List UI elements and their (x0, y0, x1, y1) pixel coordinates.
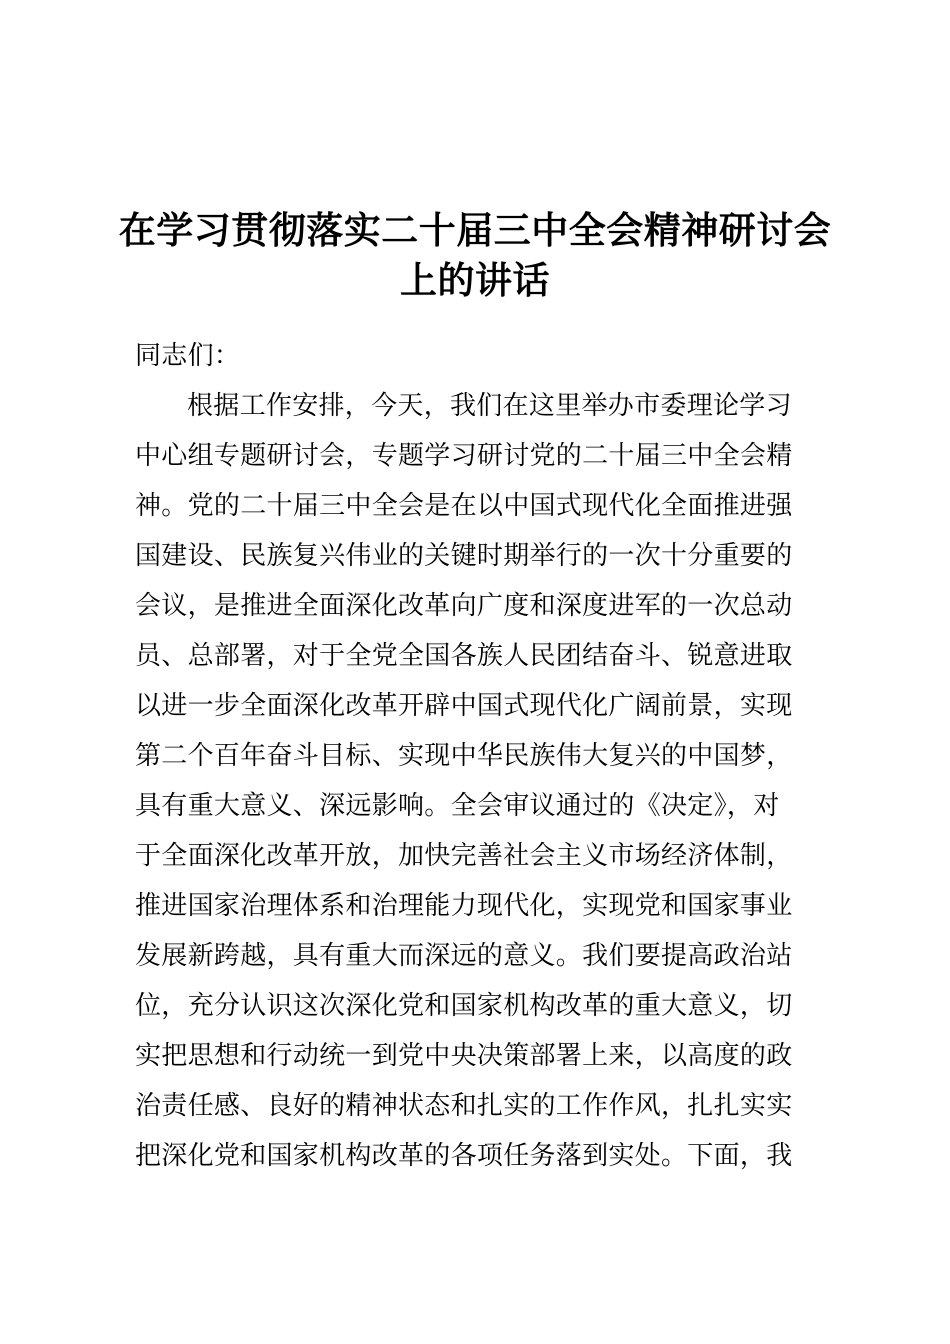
paragraph-line: 员、总部署，对于全党全国各族人民团结奋斗、锐意进取 (135, 641, 793, 671)
paragraph-line: 神。党的二十届三中全会是在以中国式现代化全面推进强 (135, 491, 793, 521)
paragraph-line: 于全面深化改革开放，加快完善社会主义市场经济体制， (135, 841, 793, 871)
paragraph-line: 中心组专题研讨会，专题学习研讨党的二十届三中全会精 (135, 441, 793, 471)
paragraph-line: 以进一步全面深化改革开辟中国式现代化广阔前景，实现 (135, 691, 793, 721)
title-line-1: 在学习贯彻落实二十届三中全会精神研讨会 (118, 209, 832, 252)
paragraph-line: 具有重大意义、深远影响。全会审议通过的《决定》，对 (135, 791, 780, 821)
paragraph-line: 推进国家治理体系和治理能力现代化，实现党和国家事业 (135, 891, 793, 921)
paragraph-line: 根据工作安排，今天，我们在这里举办市委理论学习 (187, 391, 792, 421)
paragraph-line: 实把思想和行动统一到党中央决策部署上来，以高度的政 (135, 1041, 793, 1071)
title-line-2: 上的讲话 (400, 259, 550, 302)
paragraph-line: 把深化党和国家机构改革的各项任务落到实处。下面，我 (135, 1141, 793, 1171)
paragraph-line: 第二个百年奋斗目标、实现中华民族伟大复兴的中国梦， (135, 741, 793, 771)
document-title (100, 206, 850, 306)
salutation: 同志们： (135, 341, 241, 371)
paragraph-line: 发展新跨越，具有重大而深远的意义。我们要提高政治站 (135, 941, 793, 971)
document-body (135, 331, 835, 1181)
paragraph-line: 位，充分认识这次深化党和国家机构改革的重大意义，切 (135, 991, 793, 1021)
paragraph-line: 治责任感、良好的精神状态和扎实的工作作风，扎扎实实 (135, 1091, 793, 1121)
paragraph-line: 会议，是推进全面深化改革向广度和深度进军的一次总动 (135, 591, 793, 621)
paragraph-line: 国建设、民族复兴伟业的关键时期举行的一次十分重要的 (135, 541, 793, 571)
